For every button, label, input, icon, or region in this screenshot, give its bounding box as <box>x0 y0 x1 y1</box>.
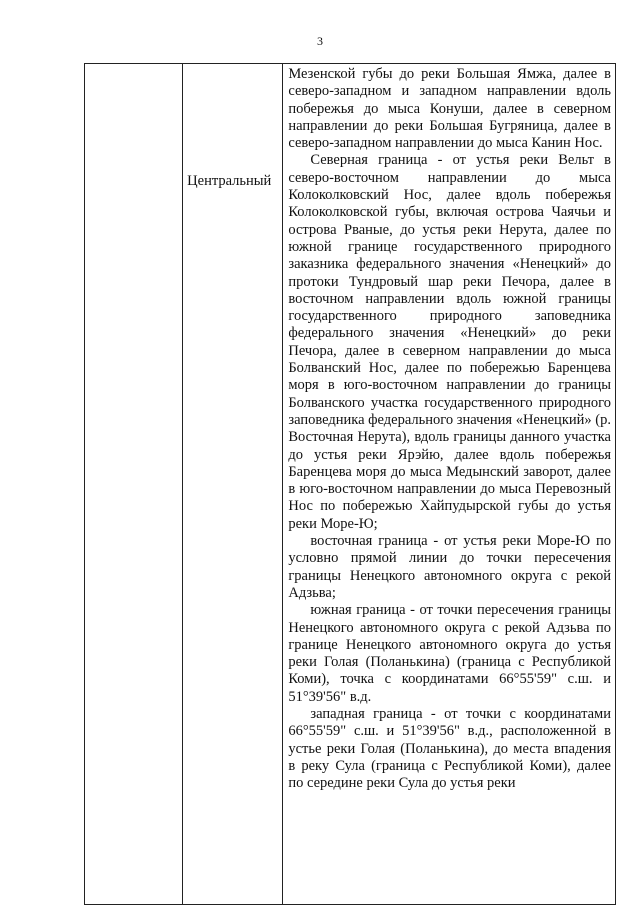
page-number: 3 <box>317 34 323 48</box>
regions-table <box>84 63 616 905</box>
region-name-cell <box>183 64 283 905</box>
table-row <box>85 64 616 905</box>
number-cell <box>85 64 183 905</box>
region-name: Центральный <box>187 173 272 189</box>
paragraph: Мезенской губы до реки Большая Ямжа, далее в северо-западном и западном направлении вдоль побережья до мыса Конуши, далее в северном направлении до реки Большая Бугряница, далее в северо-западном направлении до мыса Канин Нос. <box>288 66 611 152</box>
paragraph: восточная граница - от устья реки Море-Ю по условно прямой линии до точки пересечения границы Ненецкого автономного округа с рекой Адзьва; <box>288 533 611 601</box>
paragraph: южная граница - от точки пересечения границы Ненецкого автономного округа с рекой Адзьва по границе Ненецкого автономного округа до устья реки Голая (Поланькина) (граница с Республикой Коми), точка с координатами 66°55'59" с.ш. и 51°39'56" в.д. <box>288 602 611 705</box>
paragraph: Северная граница - от устья реки Вельт в северо-восточном направлении до мыса Колоколковский Нос, далее вдоль побережья Колоколковской губы, включая острова Чаячьи и острова Рваные, до устья реки Нерута, далее по южной границе государственного природного заказника федерального значения «Ненецкий» до протоки Тундровый шар реки Печора, далее в восточном направлении вдоль южной границы государственного природного заповедника федерального значения «Ненецкий» до реки Печора, далее в северном направлении до мыса Болванский Нос, далее по побережью Баренцева моря в юго-восточном направлении до границы Болванского участка государственного природного заповедника федерального значения «Ненецкий» (р. Восточная Нерута), вдоль границы данного участка до устья реки Ярэйю, далее вдоль побережья Баренцева моря до мыса Медынский заворот, далее в юго-восточном направлении до мыса Перевозный Нос по побережью Хайпудырской губы до устья реки Море-Ю; <box>288 152 611 532</box>
paragraph: западная граница - от точки с координатами 66°55'59" с.ш. и 51°39'56" в.д., расположенной в устье реки Голая (Поланькина), до места впадения в реку Сула (граница с Республикой Коми), далее по середине реки Сула до устья реки <box>288 705 611 792</box>
boundary-description-cell <box>283 64 616 905</box>
